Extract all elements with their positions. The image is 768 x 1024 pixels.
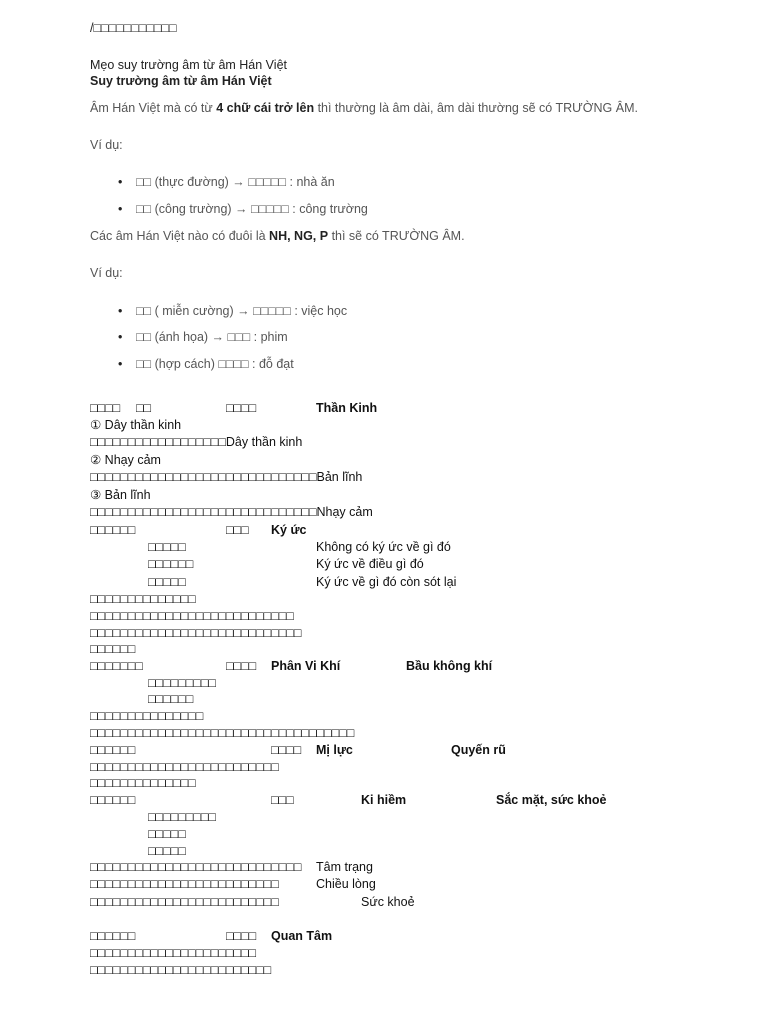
sub-phrase-meaning: Ký ức về gì đó còn sót lại bbox=[316, 575, 457, 589]
example-item: □□ (thực đường) → □□□□□ : nhà ăn bbox=[136, 175, 335, 189]
rule-2-part-a: Các âm Hán Việt nào có đuôi là bbox=[90, 229, 270, 243]
rule-1-part-b: thì thường là âm dài, âm dài thường sẽ có TRƯỜNG ÂM. bbox=[314, 101, 638, 115]
meaning-item: ③ Bản lĩnh bbox=[90, 488, 151, 502]
sub-phrase: □□□□□□□□□ bbox=[148, 810, 216, 824]
vocab-kana: □□□□ bbox=[226, 659, 257, 673]
rule-2-bold: NH, NG, P bbox=[269, 229, 329, 243]
bullet-dot: • bbox=[118, 304, 123, 318]
vocab-meaning-2: Quyến rũ bbox=[451, 743, 506, 757]
example-item: □□ (hợp cách) □□□□ : đỗ đạt bbox=[136, 357, 294, 371]
vocab-meaning: Ký ức bbox=[271, 523, 307, 537]
example-label-1: Ví dụ: bbox=[90, 138, 123, 152]
rule-1 bbox=[90, 100, 638, 116]
example-label-2: Ví dụ: bbox=[90, 266, 123, 280]
page-header-title: /□□□□□□□□□□□ bbox=[90, 21, 177, 35]
bullet-dot: • bbox=[118, 330, 123, 344]
example-sentence: □□□□□□□□□□□□□□□□□□□□□□□□□□□□□□□□□□□ bbox=[90, 726, 355, 740]
example-sentence: □□□□□□□□□□□□□□□□□□□□□□□□□□□□ bbox=[90, 626, 302, 640]
example-sentence: □□□□□□□□□□□□□□□□□□□□□□□□□ bbox=[90, 760, 279, 774]
sub-phrase: □□□□□□ bbox=[148, 692, 194, 706]
vocab-kanji: □□□□□□ bbox=[90, 523, 136, 537]
example-sentence: □□□□□□□□□□□□□□□ bbox=[90, 709, 204, 723]
vocab-kana: □□□□ bbox=[271, 743, 302, 757]
example-sentence: □□□□□□□□□□□□□□□□□□□□□□□□□□□□□□Bản lĩnh bbox=[90, 470, 363, 484]
vocab-kanji: □□□□ bbox=[90, 401, 121, 415]
vocab-kanji: □□□□□□□ bbox=[90, 659, 143, 673]
vocab-kana: □□□ bbox=[271, 793, 294, 807]
example-sentence: □□□□□□□□□□□□□□□□□□□□□□□□□ bbox=[90, 895, 279, 909]
example-sentence: □□□□□□□□□□□□□□□□□□Dây thần kinh bbox=[90, 435, 303, 449]
example-meaning: Chiều lòng bbox=[316, 877, 376, 891]
section-title: Mẹo suy trường âm từ âm Hán Việt bbox=[90, 58, 287, 72]
example-item: □□ ( miễn cường) → □□□□□ : việc học bbox=[136, 304, 348, 318]
vocab-meaning-2: Sắc mặt, sức khoẻ bbox=[496, 793, 607, 807]
example-meaning: Tâm trạng bbox=[316, 860, 373, 874]
rule-1-bold: 4 chữ cái trở lên bbox=[216, 101, 315, 115]
vocab-kanji: □□□□□□ bbox=[90, 929, 136, 943]
example-sentence: □□□□□□□□□□□□□□□□□□□□□□□□□□□□□□Nhạy cảm bbox=[90, 505, 373, 519]
vocab-reading: □□ bbox=[136, 401, 152, 415]
vocab-kana: □□□□ bbox=[226, 401, 257, 415]
meaning-item: ② Nhạy cảm bbox=[90, 453, 161, 467]
example-sentence: □□□□□□□□□□□□□□□□□□□□□□□□□ bbox=[90, 877, 279, 891]
example-sentence: □□□□□□□□□□□□□□□□□□□□□□□□□□□□ bbox=[90, 860, 302, 874]
example-sentence: □□□□□□□□□□□□□□□□□□□□□□ bbox=[90, 946, 257, 960]
sub-phrase-meaning: Ký ức về điều gì đó bbox=[316, 557, 424, 571]
rule-2-part-b: thì sẽ có TRƯỜNG ÂM. bbox=[328, 229, 465, 243]
sub-phrase: □□□□□ bbox=[148, 575, 186, 589]
section-subtitle: Suy trường âm từ âm Hán Việt bbox=[90, 74, 272, 88]
example-sentence: □□□□□□□□□□□□□□ bbox=[90, 776, 196, 790]
example-sentence: □□□□□□□□□□□□□□□□□□□□□□□□ bbox=[90, 963, 272, 977]
bullet-dot: • bbox=[118, 202, 123, 216]
vocab-kana: □□□□ bbox=[226, 929, 257, 943]
rule-1-part-a: Âm Hán Việt mà có từ bbox=[90, 101, 217, 115]
vocab-meaning: Thần Kinh bbox=[316, 401, 378, 415]
vocab-meaning-2: Bầu không khí bbox=[406, 659, 493, 673]
vocab-meaning: Quan Tâm bbox=[271, 929, 333, 943]
example-sentence: □□□□□□□□□□□□□□□□□□□□□□□□□□□ bbox=[90, 609, 294, 623]
bullet-dot: • bbox=[118, 175, 123, 189]
sub-phrase-meaning: Không có ký ức về gì đó bbox=[316, 540, 451, 554]
example-item: □□ (ánh họa) → □□□ : phim bbox=[136, 330, 288, 344]
example-sentence: □□□□□□ bbox=[90, 642, 136, 656]
vocab-kana: □□□ bbox=[226, 523, 249, 537]
sub-phrase: □□□□□ bbox=[148, 827, 186, 841]
bullet-dot: • bbox=[118, 357, 123, 371]
vocab-kanji: □□□□□□ bbox=[90, 743, 136, 757]
vocab-kanji: □□□□□□ bbox=[90, 793, 136, 807]
vocab-meaning: Ki hiềm bbox=[361, 793, 407, 807]
example-meaning: Sức khoẻ bbox=[361, 895, 415, 909]
meaning-item: ① Dây thần kinh bbox=[90, 418, 182, 432]
sub-phrase: □□□□□□□□□ bbox=[148, 676, 216, 690]
rule-2 bbox=[90, 228, 465, 244]
vocab-meaning: Phân Vi Khí bbox=[271, 659, 341, 673]
sub-phrase: □□□□□ bbox=[148, 540, 186, 554]
sub-phrase: □□□□□ bbox=[148, 844, 186, 858]
example-sentence: □□□□□□□□□□□□□□ bbox=[90, 592, 196, 606]
vocab-meaning: Mị lực bbox=[316, 743, 353, 757]
example-item: □□ (công trường) → □□□□□ : công trường bbox=[136, 202, 368, 216]
sub-phrase: □□□□□□ bbox=[148, 557, 194, 571]
